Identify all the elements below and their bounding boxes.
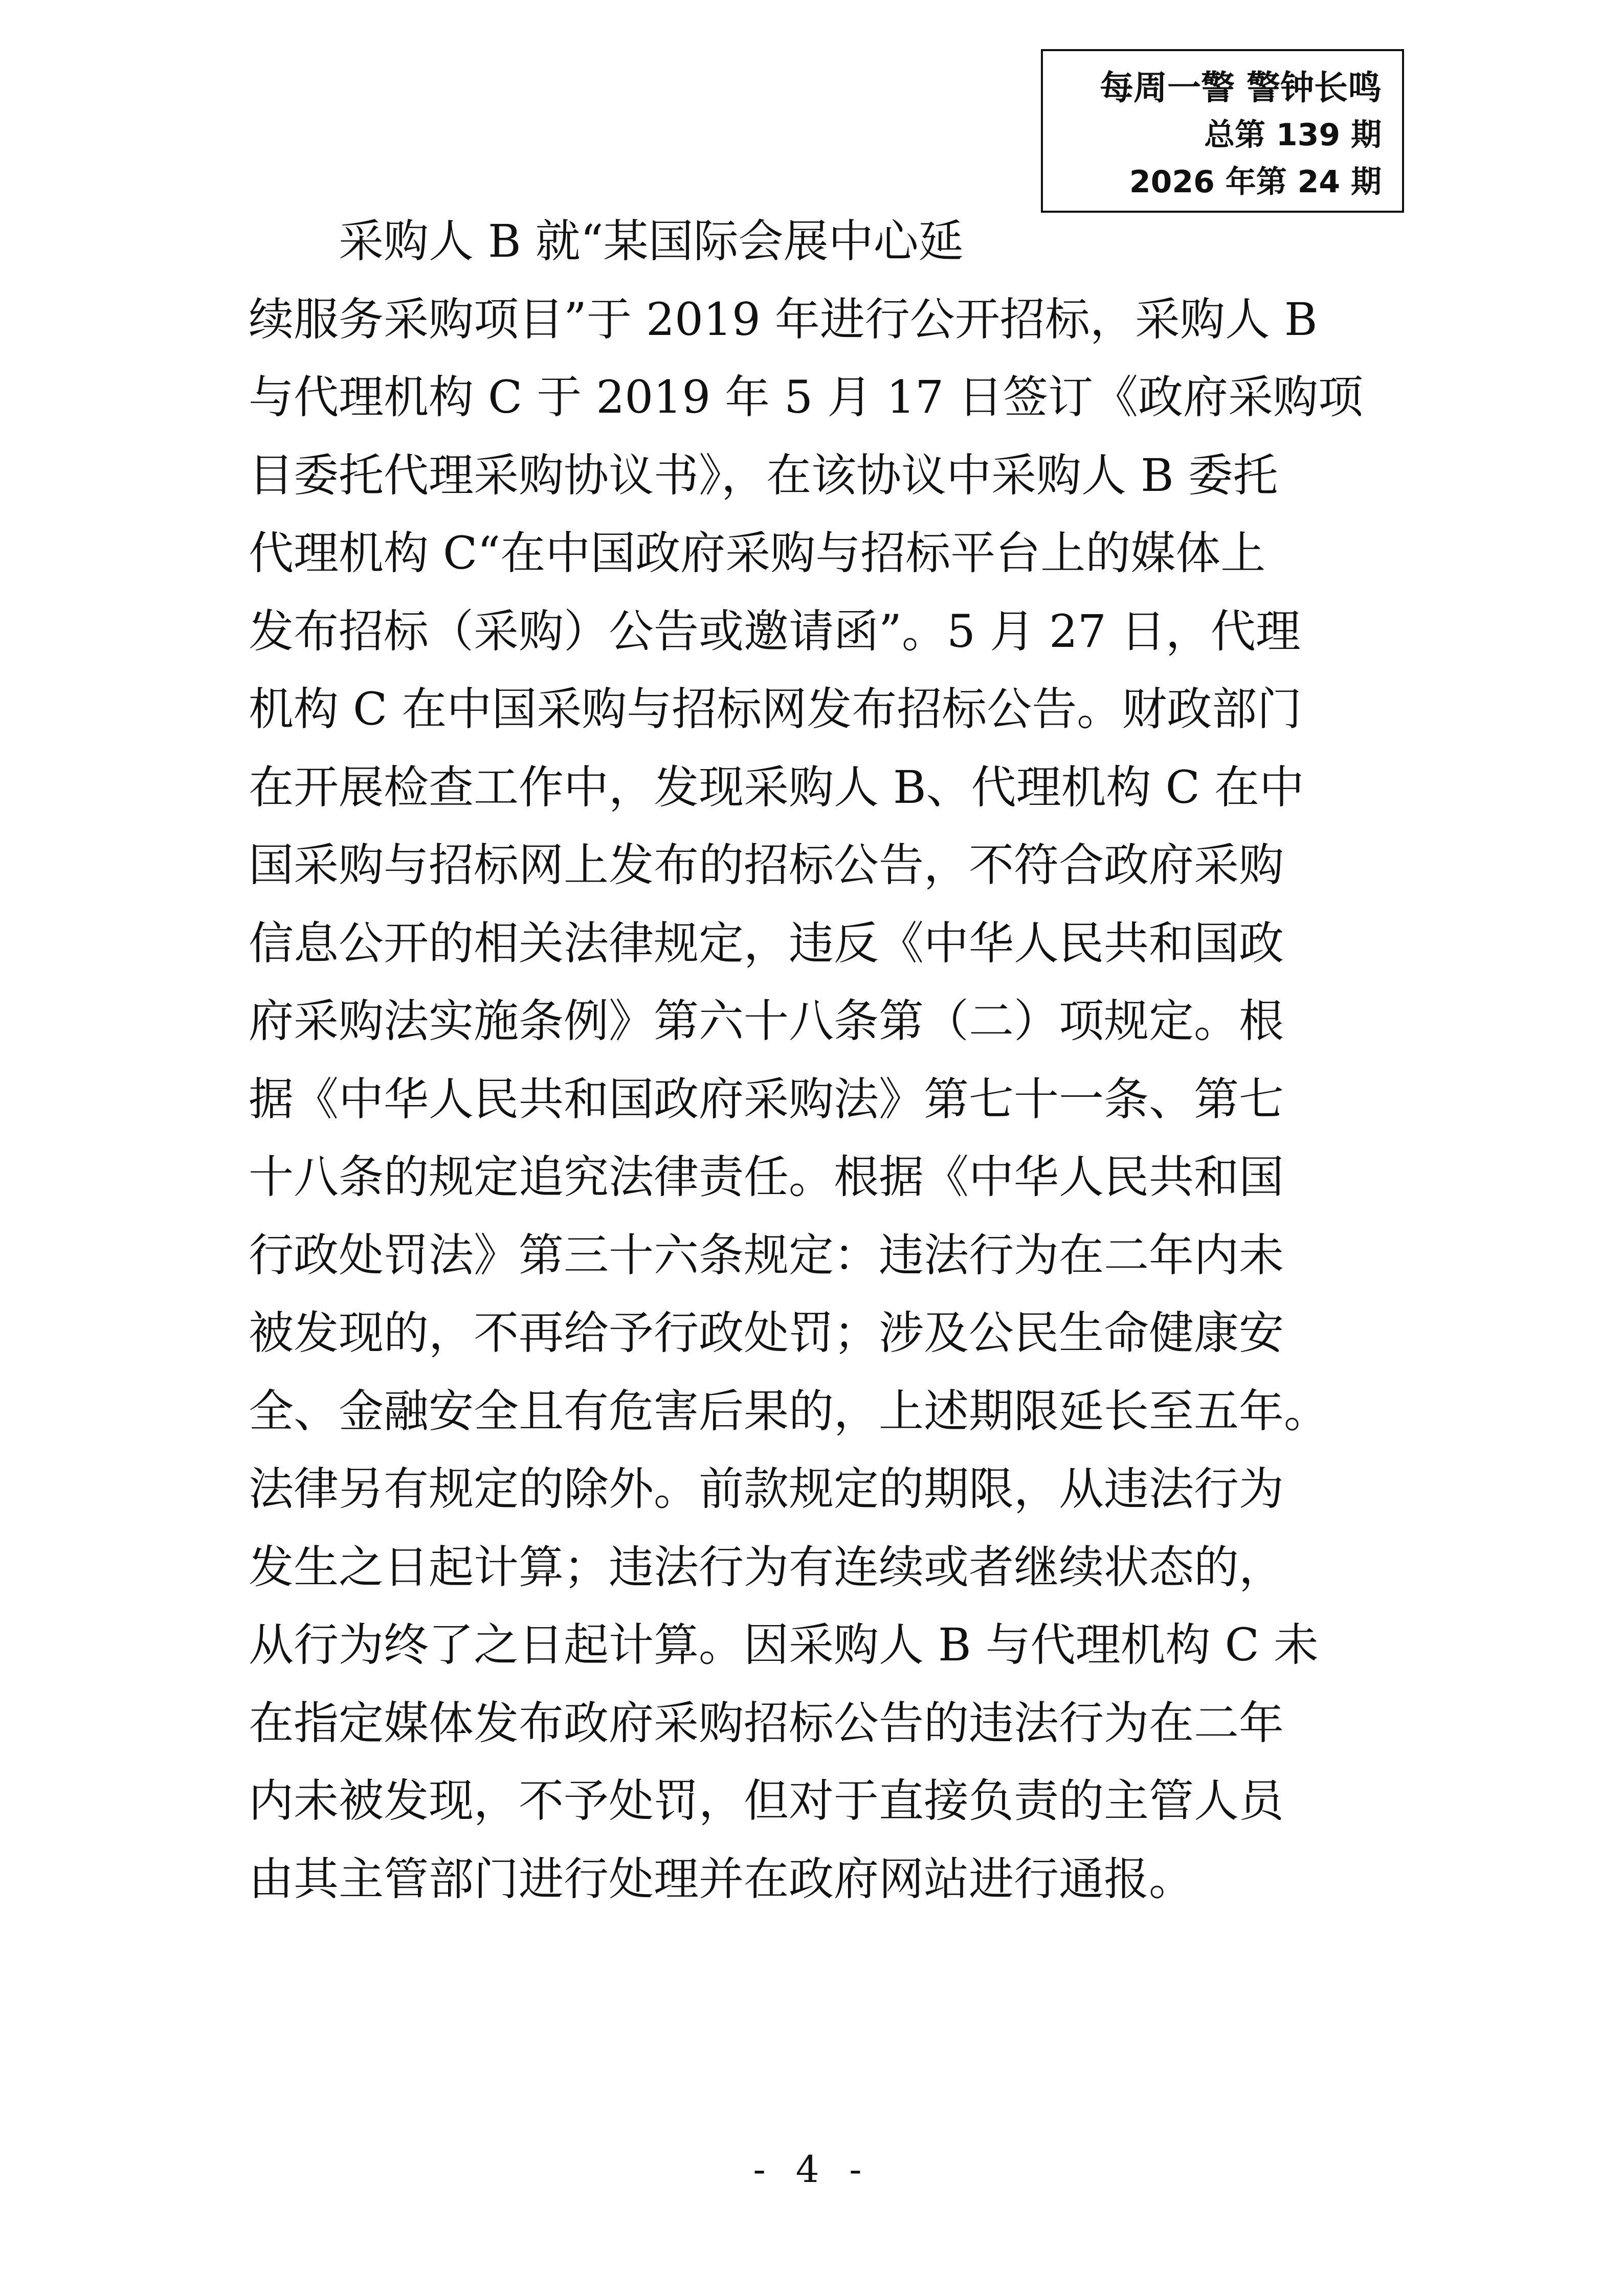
- body-line: 被发现的，不再给予行政处罚；涉及公民生命健康安: [249, 1307, 1284, 1359]
- body-line: 十八条的规定追究法律责任。根据《中华人民共和国: [249, 1151, 1284, 1203]
- body-line: 续服务采购项目”于 2019 年进行公开招标，采购人 B: [249, 292, 1318, 346]
- body-line: 机构 C 在中国采购与招标网发布招标公告。财政部门: [249, 683, 1302, 735]
- case-body-text: [249, 202, 1376, 1918]
- page-number: - 4 -: [753, 2148, 871, 2191]
- body-line: 从行为终了之日起计算。因采购人 B 与代理机构 C 未: [249, 1618, 1319, 1671]
- body-line: 在开展检查工作中，发现采购人 B、代理机构 C 在中: [249, 760, 1304, 814]
- header-year-issue: 2026 年第 24 期: [1129, 164, 1382, 200]
- body-line: 府采购法实施条例》第六十八条第（二）项规定。根: [249, 995, 1284, 1047]
- issue-header-box: [1041, 49, 1404, 213]
- body-line: 在指定媒体发布政府采购招标公告的违法行为在二年: [249, 1696, 1284, 1749]
- body-line: 国采购与招标网上发布的招标公告，不符合政府采购: [249, 839, 1284, 891]
- body-line: 目委托代理采购协议书》，在该协议中采购人 B 委托: [249, 448, 1278, 502]
- body-line: 与代理机构 C 于 2019 年 5 月 17 日签订《政府采购项: [249, 371, 1364, 423]
- header-total-issue: 总第 139 期: [1204, 117, 1382, 153]
- body-line: 由其主管部门进行处理并在政府网站进行通报。: [249, 1852, 1194, 1905]
- body-line: 内未被发现，不予处罚，但对于直接负责的主管人员: [249, 1774, 1284, 1827]
- body-line: 采购人 B 就“某国际会展中心延: [339, 215, 964, 267]
- header-slogan: 每周一警 警钟长鸣: [1100, 68, 1382, 107]
- body-line: 发生之日起计算；违法行为有连续或者继续状态的，: [249, 1540, 1284, 1593]
- body-line: 信息公开的相关法律规定，违反《中华人民共和国政: [249, 916, 1284, 970]
- body-line: 行政处罚法》第三十六条规定：违法行为在二年内未: [249, 1228, 1284, 1281]
- body-line: 全、金融安全且有危害后果的，上述期限延长至五年。: [249, 1384, 1329, 1437]
- body-line: 代理机构 C“在中国政府采购与招标平台上的媒体上: [249, 527, 1266, 579]
- body-line: 发布招标（采购）公告或邀请函”。5 月 27 日，代理: [249, 604, 1301, 658]
- body-line: 法律另有规定的除外。前款规定的期限，从违法行为: [249, 1462, 1284, 1515]
- body-line: 据《中华人民共和国政府采购法》第七十一条、第七: [249, 1072, 1284, 1126]
